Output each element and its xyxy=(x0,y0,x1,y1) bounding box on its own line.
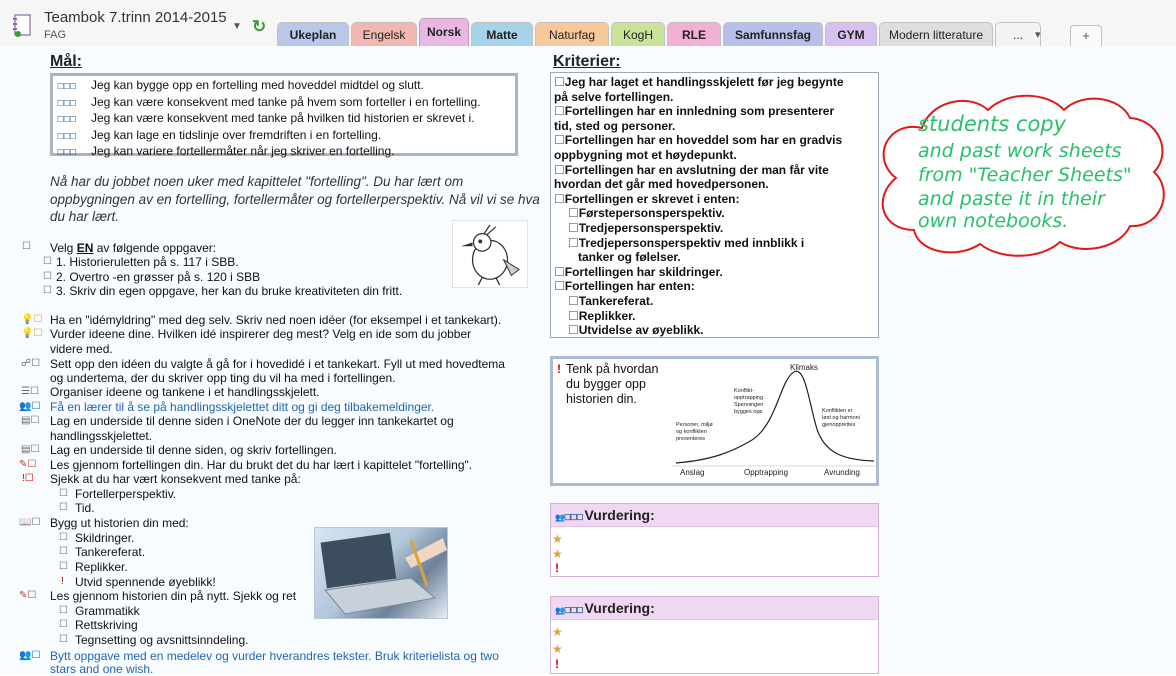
tab-more[interactable]: ... xyxy=(995,22,1041,46)
criteria-item[interactable]: ☐Fortellingen har en avslutning der man får vite xyxy=(554,162,829,177)
laptop-illustration xyxy=(315,528,447,618)
task-item[interactable]: Sjekk at du har vært konsekvent med tanke på: xyxy=(50,472,301,486)
sub-task-item[interactable]: Replikker. xyxy=(75,560,128,574)
task-item[interactable]: Les gjennom historien din på nytt. Sjekk og ret xyxy=(50,589,297,603)
checkbox-icon[interactable]: ☐ xyxy=(554,75,565,89)
criteria-item[interactable]: ☐Fortellingen er skrevet i enten: xyxy=(554,191,740,206)
choose-line: Velg EN av følgende oppgaver: xyxy=(50,241,217,255)
chevron-down-icon[interactable]: ▼ xyxy=(232,21,242,32)
sub-task-item[interactable]: Skildringer. xyxy=(75,531,135,545)
checkbox-icon[interactable]: ☐ xyxy=(554,191,565,206)
checkbox-icon[interactable]: ☐ xyxy=(568,220,579,235)
laptop-photo[interactable] xyxy=(314,527,448,619)
checkbox-icon[interactable]: ☐ xyxy=(59,634,68,645)
criteria-sub-item[interactable]: ☐Tredjepersonsperspektiv med innblikk i xyxy=(568,235,805,250)
tab-gym[interactable]: GYM xyxy=(825,22,877,46)
criteria-item-continued: tid, sted og personer. xyxy=(554,118,676,133)
story-arc-mid-note: Konflikt- opptrapping. Spenningen bygges opp xyxy=(734,388,765,415)
story-arc-axis-middle: Opptrapping xyxy=(744,468,789,477)
intro-text: Nå har du jobbet noen uker med kapittelet "fortelling". Du har lært om oppbygningen av en fortelling, fortellermåter og fortellerperspektiv. Nå vil vi se hva du har lært. xyxy=(50,174,540,224)
sub-task-item[interactable]: Grammatikk xyxy=(75,604,140,618)
tags-icon: ☐☐☐ xyxy=(57,131,76,141)
task-item[interactable]: Lag en underside til denne siden, og skriv fortellingen. xyxy=(50,443,337,457)
notebook-icon[interactable] xyxy=(12,14,32,38)
star-icon[interactable]: ★ xyxy=(552,532,563,546)
criteria-header: Kriterier: xyxy=(553,53,621,70)
checkbox-icon[interactable]: ☐ xyxy=(568,235,579,250)
task-item[interactable]: Organiser ideene og tankene i et handlingsskjelett. xyxy=(50,385,320,399)
task-item[interactable]: Ha en "idémyldring" med deg selv. Skriv ned noen idéer (for eksempel i et tankekart). xyxy=(50,313,502,327)
checkbox-icon[interactable]: ☐ xyxy=(59,488,68,499)
tags-icon: ☐☐☐ xyxy=(57,98,76,108)
tags-icon: ☐☐☐ xyxy=(57,148,76,158)
tags-icon: 👥☐☐☐ xyxy=(555,513,583,522)
people-icon[interactable]: 👥☐ xyxy=(19,401,41,412)
criteria-item[interactable]: ☐Fortellingen har enten: xyxy=(554,279,695,294)
criteria-sub-item[interactable]: ☐Replikker. xyxy=(568,308,636,323)
tab-kogh[interactable]: KogH xyxy=(611,22,665,46)
sub-task-item[interactable]: Utvid spennende øyeblikk! xyxy=(75,575,216,589)
important-icon[interactable]: !☐ xyxy=(22,473,34,484)
checkbox-icon[interactable]: ☐ xyxy=(554,162,565,177)
checkbox-icon[interactable]: ☐ xyxy=(554,264,565,279)
assessment-box[interactable] xyxy=(550,503,879,577)
checkbox-icon[interactable]: ☐ xyxy=(43,256,52,267)
criteria-sub-item-continued: tanker og følelser. xyxy=(578,250,681,265)
story-arc-peak: Klimaks xyxy=(790,363,819,372)
criteria-sub-item[interactable]: ☐Tankereferat. xyxy=(568,293,654,308)
criteria-item-continued: oppbygning mot et høydepunkt. xyxy=(554,147,737,162)
annotation-line: and past work sheets xyxy=(918,140,1122,162)
criteria-item-continued: på selve fortellingen. xyxy=(554,89,674,104)
star-icon[interactable]: ★ xyxy=(552,642,563,656)
sub-task-item[interactable]: Tankereferat. xyxy=(75,545,146,559)
page-icon[interactable]: ▤☐ xyxy=(21,415,40,426)
checkbox-icon[interactable]: ☐ xyxy=(554,104,565,119)
tab-rle[interactable]: RLE xyxy=(667,22,721,46)
annotation-line: and paste it in their xyxy=(918,188,1105,210)
sync-icon[interactable]: ↻ xyxy=(252,17,267,36)
book-icon[interactable]: 📖☐ xyxy=(19,517,41,528)
notebook-title[interactable]: Teambok 7.trinn 2014-2015 xyxy=(44,9,227,26)
criteria-item-continued: hvordan det går med hovedpersonen. xyxy=(554,177,769,192)
story-note: Tenk på hvordan du bygger opp historien din. xyxy=(566,362,659,406)
important-icon[interactable]: ! xyxy=(555,561,559,575)
task-item[interactable]: Vurder ideene dine. Hvilken idé inspirerer deg mest? Velg en ide som du jobber xyxy=(50,327,472,341)
choice-item[interactable]: 2. Overtro -en grøsser på s. 120 i SBB xyxy=(56,270,261,284)
criteria-item[interactable]: ☐Fortellingen har en innledning som presenterer xyxy=(554,104,835,119)
checkbox-icon[interactable]: ☐ xyxy=(568,206,579,221)
star-icon[interactable]: ★ xyxy=(552,625,563,639)
criteria-sub-item[interactable]: ☐Førstepersonsperspektiv. xyxy=(568,206,725,221)
checkbox-icon[interactable]: ☐ xyxy=(59,605,68,616)
sub-task-item[interactable]: Fortellerperspektiv. xyxy=(75,487,177,501)
checkbox-icon[interactable]: ☐ xyxy=(568,323,579,338)
tab-ukeplan[interactable]: Ukeplan xyxy=(277,22,349,46)
goal-item[interactable]: ☐☐☐ Jeg kan lage en tidslinje over fremdriften i en fortelling. xyxy=(57,128,515,145)
tab-norsk[interactable]: Norsk xyxy=(419,18,469,46)
tab-matte[interactable]: Matte xyxy=(471,22,533,46)
star-icon[interactable]: ★ xyxy=(552,547,563,561)
goals-header: Mål: xyxy=(50,53,82,70)
goal-item[interactable]: ☐☐☐ Jeg kan variere fortellermåter når jeg skriver en fortelling. xyxy=(57,144,515,161)
goal-item[interactable]: ☐☐☐ Jeg kan bygge opp en fortelling med hoveddel midtdel og slutt. xyxy=(57,78,515,95)
mindmap-icon[interactable]: ☍☐ xyxy=(21,358,41,369)
task-item[interactable]: Les gjennom fortellingen din. Har du brukt det du har lært i kapittelet "fortelling". xyxy=(50,458,473,472)
criteria-item[interactable]: ☐Jeg har laget et handlingsskjelett før jeg begynte xyxy=(554,75,844,89)
task-item-continued[interactable]: videre med. xyxy=(50,342,113,356)
choice-item[interactable]: 1. Historieruletten på s. 117 i SBB. xyxy=(56,255,239,269)
task-item[interactable]: Få en lærer til å se på handlingsskjelettet ditt og gi deg tilbakemeldinger. xyxy=(50,400,435,414)
choice-item[interactable]: 3. Skriv din egen oppgave, her kan du bruke kreativiteten din fritt. xyxy=(56,284,403,298)
annotation-line: from "Teacher Sheets" xyxy=(918,164,1132,186)
story-arc-diagram xyxy=(672,360,876,483)
checkbox-icon[interactable]: ☐ xyxy=(554,133,565,148)
assessment-header: 👥☐☐☐ Vurdering: xyxy=(551,504,878,527)
goal-item[interactable]: ☐☐☐ Jeg kan være konsekvent med tanke på hvilken tid historien er skrevet i. xyxy=(57,111,515,128)
annotation-line: own notebooks. xyxy=(918,210,1069,232)
outline-icon[interactable]: ☰☐ xyxy=(21,386,39,397)
people-icon[interactable]: 👥☐ xyxy=(19,650,41,661)
new-section-tab[interactable]: + xyxy=(1070,25,1102,46)
chevron-down-icon[interactable]: ▾ xyxy=(1035,29,1041,41)
tab-samfunnsfag[interactable]: Samfunnsfag xyxy=(723,22,823,46)
checkbox-icon[interactable]: ☐ xyxy=(59,502,68,513)
goal-item[interactable]: ☐☐☐ Jeg kan være konsekvent med tanke på hvem som forteller i en fortelling. xyxy=(57,95,515,112)
important-icon[interactable]: ! xyxy=(61,576,64,587)
tags-icon: ☐☐☐ xyxy=(57,115,76,125)
pencil-icon[interactable]: ✎☐ xyxy=(19,459,37,470)
task-item[interactable]: Lag en underside til denne siden i OneNote der du legger inn tankekartet og xyxy=(50,414,454,428)
task-item-continued[interactable]: handlingsskjelettet. xyxy=(50,429,153,443)
important-icon[interactable]: ! xyxy=(555,657,559,671)
section-group-name[interactable]: FAG xyxy=(44,29,67,41)
page-icon[interactable]: ▤☐ xyxy=(21,444,40,455)
checkbox-icon[interactable]: ☐ xyxy=(59,546,68,557)
task-item-continued[interactable]: stars and one wish. xyxy=(50,662,154,676)
pencil-icon[interactable]: ✎☐ xyxy=(19,590,37,601)
tab-naturfag[interactable]: Naturfag xyxy=(535,22,609,46)
checkbox-icon[interactable]: ☐ xyxy=(22,241,31,252)
checkbox-icon[interactable]: ☐ xyxy=(554,279,565,294)
tab-engelsk[interactable]: Engelsk xyxy=(351,22,417,46)
criteria-item[interactable]: ☐Fortellingen har skildringer. xyxy=(554,264,723,279)
checkbox-icon[interactable]: ☐ xyxy=(59,561,68,572)
story-arc-left-note: Personer, miljø og konflikten presenteres xyxy=(676,422,713,442)
criteria-sub-item[interactable]: ☐Utvidelse av øyeblikk. xyxy=(568,323,704,338)
criteria-sub-item[interactable]: ☐Tredjepersonsperspektiv. xyxy=(568,220,724,235)
checkbox-icon[interactable]: ☐ xyxy=(43,285,52,296)
annotation-line: students copy xyxy=(918,112,1067,136)
story-arc-axis-end: Avrunding xyxy=(824,468,860,477)
task-item[interactable]: Bygg ut historien din med: xyxy=(50,516,189,530)
criteria-box[interactable] xyxy=(550,72,879,338)
important-icon: ! xyxy=(557,362,561,376)
idea-icon[interactable]: 💡☐ xyxy=(21,328,43,339)
story-arc-right-note: Konflikten er løst og harmoni gjenopprettes xyxy=(822,408,860,428)
bird-illustration[interactable] xyxy=(452,220,528,288)
task-item-continued[interactable]: og undertema, der du skriver opp ting du vil ha med i fortellingen. xyxy=(50,371,396,385)
sub-task-item[interactable]: Tid. xyxy=(75,501,95,515)
story-arc-axis-start: Anslag xyxy=(680,468,705,477)
tags-icon: 👥☐☐☐ xyxy=(555,606,583,615)
goals-box[interactable] xyxy=(50,73,518,159)
checkbox-icon[interactable]: ☐ xyxy=(43,271,52,282)
assessment-box[interactable] xyxy=(550,596,879,674)
checkbox-icon[interactable]: ☐ xyxy=(59,532,68,543)
checkbox-icon[interactable]: ☐ xyxy=(568,293,579,308)
tags-icon: ☐☐☐ xyxy=(57,82,76,91)
sub-task-item[interactable]: Rettskriving xyxy=(75,618,138,632)
criteria-item[interactable]: ☐Fortellingen har en hoveddel som har en gradvis xyxy=(554,133,843,148)
checkbox-icon[interactable]: ☐ xyxy=(59,619,68,630)
sub-task-item[interactable]: Tegnsetting og avsnittsinndeling. xyxy=(75,633,249,647)
idea-icon[interactable]: 💡☐ xyxy=(21,314,43,325)
assessment-header: 👥☐☐☐ Vurdering: xyxy=(551,597,878,620)
tab-modern-litterature[interactable]: Modern litterature xyxy=(879,22,993,46)
task-item[interactable]: Sett opp den idéen du valgte å gå for i hovedidé i et tankekart. Fyll ut med hovedtema xyxy=(50,357,505,371)
checkbox-icon[interactable]: ☐ xyxy=(568,308,579,323)
task-item[interactable]: Bytt oppgave med en medelev og vurder hverandres tekster. Bruk kriterielista og two xyxy=(50,649,499,663)
